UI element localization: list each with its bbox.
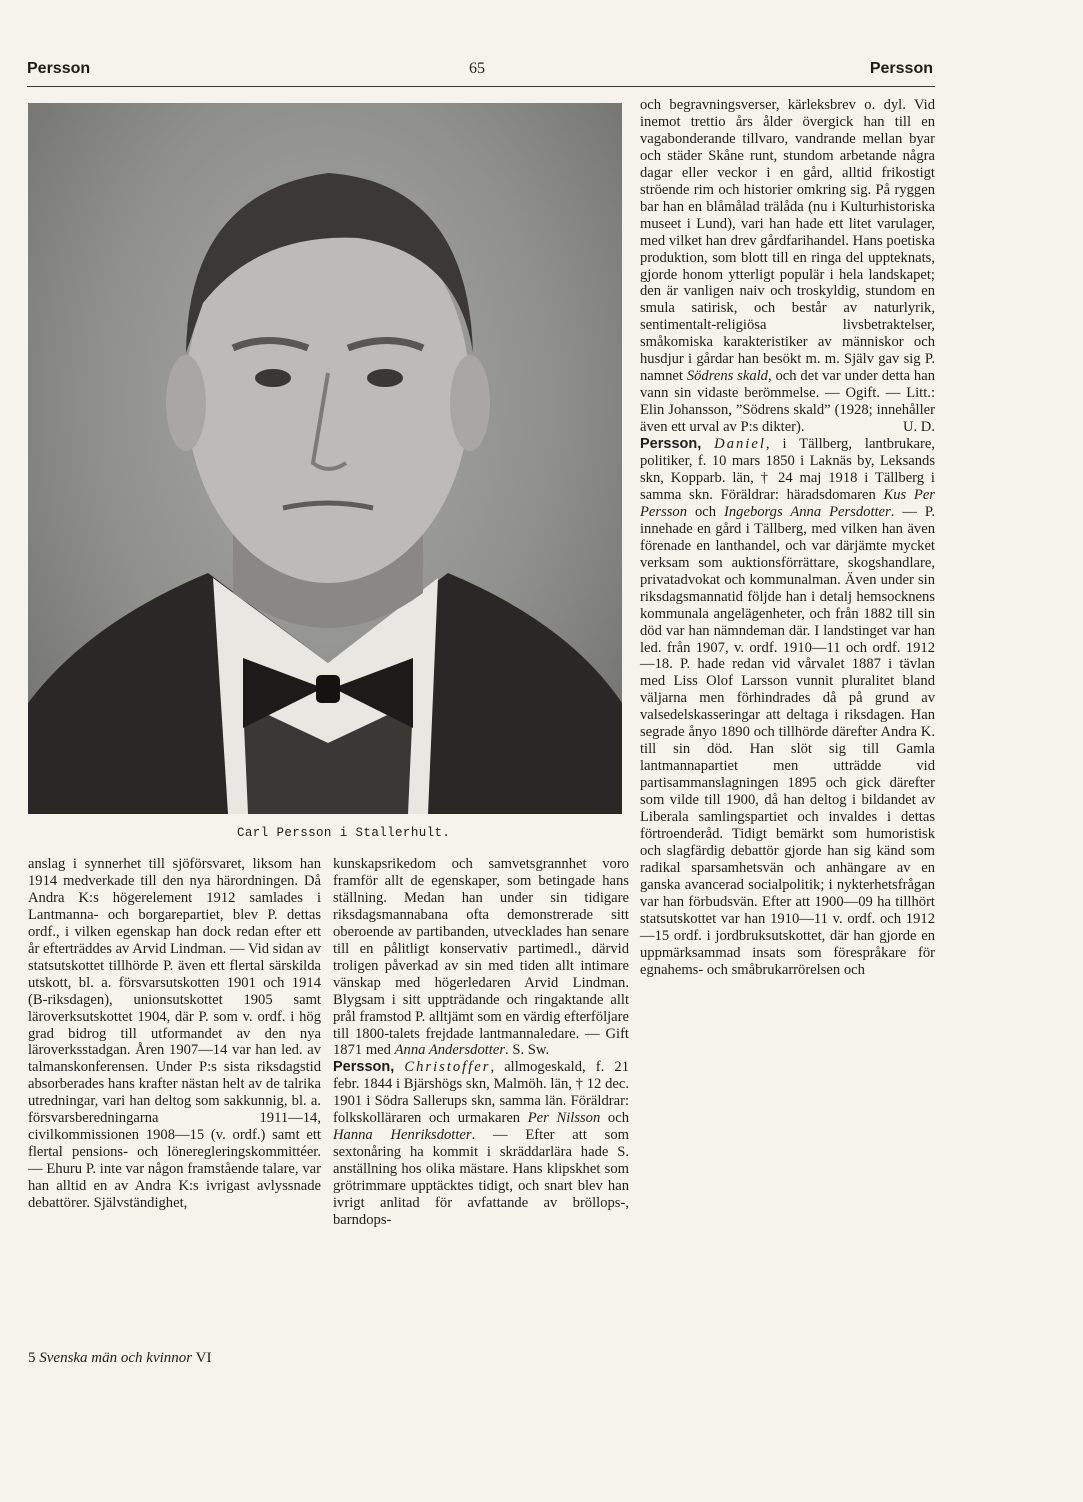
entry-surname: Persson, <box>333 1059 395 1076</box>
pseudonym: Södrens skald <box>686 368 768 385</box>
entry-surname: Persson, <box>640 436 702 453</box>
paragraph-christoffer-persson-end: och begravningsverser, kärleksbrev o. dyl. Vid inemot trettio års ålder övergick han till en vagabonderande tillvaro, vandrande mellan byar och städer Skåne runt, stundom arbetande några dagar eller veckor i en gård, alltid frikostigt ströende rim och historier omkring sig. På ryggen bar han en blåmålad trälåda (nu i Kulturhistoriska museet i Lund), vari han hade ett litet varulager, med vilket han drev gårdfarihandel. Hans poetiska produktion, som blott till en ringa del uppteknats, gjorde honom ytterligt populär i hela landskapet; den är vanligen naiv och troskyldig, stundom en smula satirisk, och består av naturlyrik, sentimentalt-religiösa livsbetraktelser, småkomiska karakteristiker av människor och husdjur i gårdar han besökt m. m. Själv gav sig P. namnet Södrens skald, och det var under detta han vann sin vidaste berömmelse. — Ogift. — Litt.: Elin Johansson, ”Södrens skald” (1928; innehåller även ett urval av P:s dikter). U. D. <box>640 97 936 436</box>
paragraph-continuation: anslag i synnerhet till sjöförsvaret, liksom han 1914 medverkade till den nya härordningen. Då Andra K:s högerelement 1912 samlades i Lantmanna- och borgarepartiet, blev P. dettas ordf., i vilken egenskap han dock redan efter ett år efterträddes av Arvid Lindman. — Vid sidan av statsutskottet tillhörde P. även ett flertal särskilda utskott, bl. a. försvarsutskotten 1901 och 1914 (B-riksdagen), unionsutskottet 1905 samt läroverksutskottet 1904, där P. som v. ordf. i hög grad bidrog till utformandet av den nya läroverksstadgan. Åren 1907—14 var han led. av talmanskonferensen. Under P:s sista riksdagstid absorberades hans krafter nästan helt av de talrika utredningar, vari han deltog som sakkunnig, bl. a. försvarsberedningarna 1911—14, civilkommissionen 1908—15 (v. ordf.) samt ett flertal pensions- och löneregleringskommittéer. — Ehuru P. inte var någon framstående talare, var han alltid en av Andra K:s ivrigast avlyssnade debattörer. Självständighet, <box>28 856 321 1212</box>
father-name: Per Nilsson <box>527 1110 601 1127</box>
portrait-drawing <box>28 103 622 814</box>
spouse-name: Anna Andersdotter <box>394 1042 506 1059</box>
entry-christoffer-persson: Persson, Christoffer, allmogeskald, f. 21 febr. 1844 i Bjärshögs skn, Malmöh. län, † 12 dec. 1901 i Södra Sallerups skn, samma län. Föräldrar: folkskolläraren och urmakaren Per Nilsson och Hanna Henriksdotter. — Efter att som sextonåring ha kommit i skräddarlära hade S. anställning hos olika mästare. Hans klipskhet som grötrimmare upptäcktes tidigt, och snart blev han ivrigt anlitad för avfattande av bröllops-, barndops- <box>333 1059 629 1229</box>
footer-book-title: Svenska män och kvinnor <box>39 1350 193 1366</box>
mother-name: Ingeborgs Anna Persdotter <box>724 503 891 520</box>
running-head-left: Persson <box>27 60 91 77</box>
author-signature: U. D. <box>902 419 935 436</box>
page-number: 65 <box>469 60 485 77</box>
paragraph-carl-persson-end: kunskapsrikedom och samvetsgrannhet voro framför allt de egenskaper, som betingade hans ställning. Medan han under sin tidigare riksdagsmannabana ofta demonstrerade sitt oberoende av partibanden, utvecklades han senare till en pålitligt konservativ partimedl., därvid troligen påverkad av sin med tiden allt intimare vänskap med högerledaren Arvid Lindman. Blygsam i sitt uppträdande och ringaktande allt prål framstod P. alltjämt som en värdig efterföljare till 1800-talets frejdade lantmannaledare. — Gift 1871 med Anna Andersdotter. S. Sw. <box>333 856 629 1059</box>
father-name: Kus Per Persson <box>640 486 935 520</box>
photo-caption: Carl Persson i Stallerhult. <box>237 826 451 840</box>
footer-sheet-number: 5 <box>28 1350 36 1366</box>
entry-first-name: Christoffer <box>404 1059 491 1076</box>
footer-volume: VI <box>195 1350 212 1366</box>
header-rule <box>27 86 935 87</box>
running-head-right: Persson <box>869 60 933 77</box>
portrait-photo <box>28 103 622 814</box>
text-column-left <box>28 856 321 1212</box>
text-column-middle <box>333 856 629 1229</box>
mother-name: Hanna Henriksdotter <box>333 1127 472 1144</box>
signature-footer <box>28 1350 211 1367</box>
author-signature: S. Sw. <box>512 1042 550 1059</box>
text-column-right <box>640 97 935 979</box>
entry-first-name: Daniel <box>714 436 766 453</box>
entry-daniel-persson: Persson, Daniel, i Tällberg, lantbrukare, politiker, f. 10 mars 1850 i Laknäs by, Leksands skn, Kopparb. län, † 24 maj 1918 i Tällberg i samma skn. Föräldrar: häradsdomaren Kus Per Persson och Ingeborgs Anna Persdotter. — P. innehade en gård i Tällberg, med vilken han även förenade en lanthandel, och var därjämte mycket verksam som auktionsförrättare, skogshandlare, privatadvokat och kommunalman. Även under sin riksdagsmannatid följde han i detalj hemsocknens kommunala angelägenheter, och från 1882 till sin död var han nämndeman där. I landstinget var han led. från 1907, v. ordf. 1910—11 och ordf. 1912—18. P. hade redan vid vårvalet 1887 i tävlan med Liss Olof Larsson vunnit pluralitet bland väljarna men förhindrades då på grund av valsedelskasseringar att deltaga i riksdagen. Han segrade ånyo 1890 och tillhörde därefter Andra K. till sin död. Han slöt sig till Gamla lantmannapartiet men utträdde vid partisammanslagningen 1895 och gick därefter som vilde till 1900, då han deltog i bildandet av Liberala samlingspartiet och invaldes i dettas förtroenderåd. Tidigt bemärkt som humoristisk och slagfärdig debattör gjorde han sig känd som radikal sparsamhetsvän och anhängare av en ganska avancerad socialpolitik; i nykterhetsfrågan var han förbudsvän. Efter att 1900—09 ha tillhört statsutskottet var han 1910—11 v. ordf. och 1912—15 ordf. i jordbruksutskottet, där han gjorde en uppmärksammad insats som förespråkare för egnahems- och småbrukarrörelsen och <box>640 436 936 978</box>
